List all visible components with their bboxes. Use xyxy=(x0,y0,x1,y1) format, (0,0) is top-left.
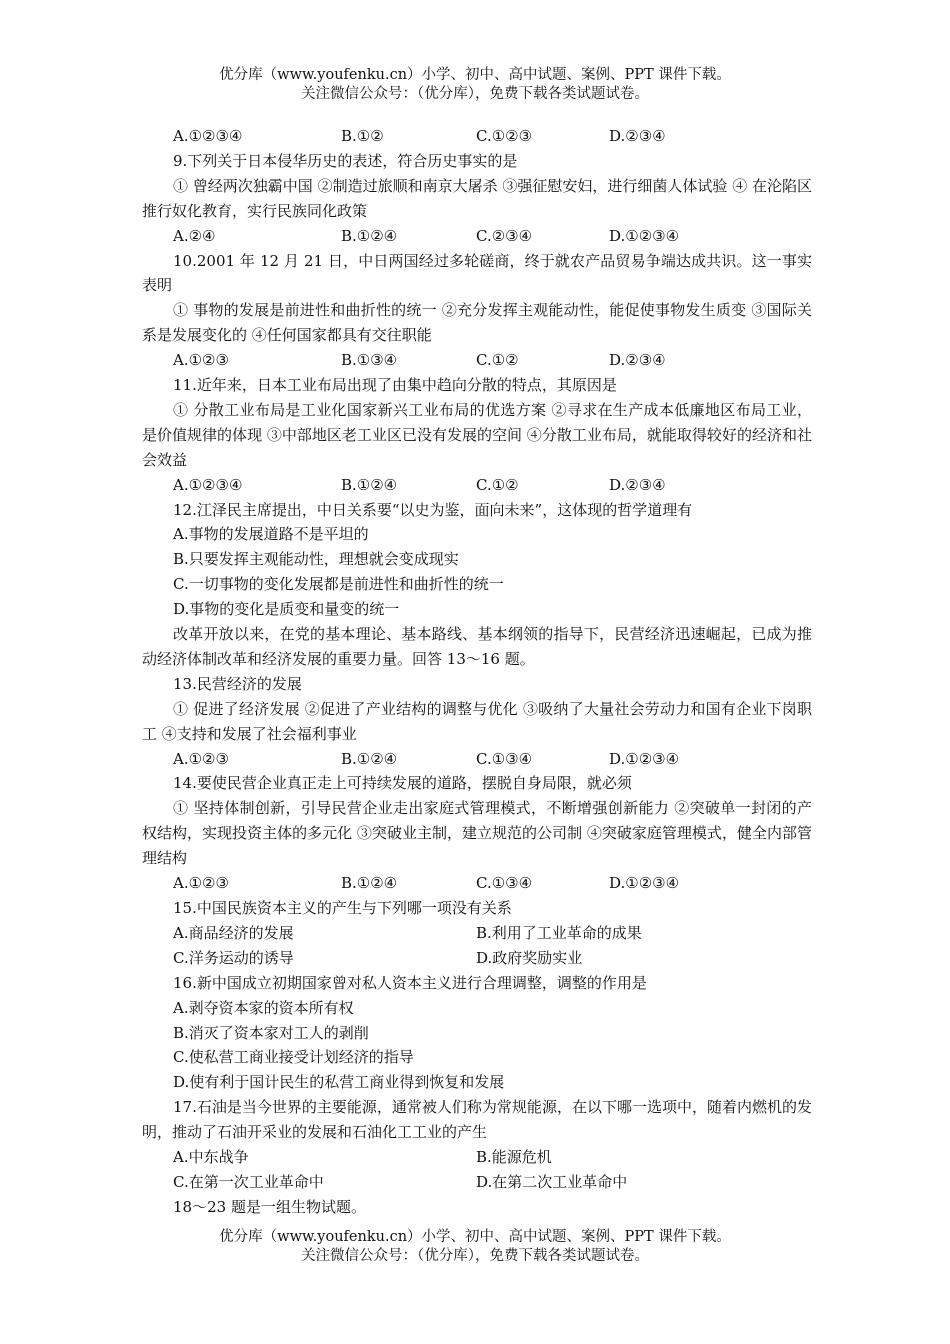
q9-option-c: C.②③④ xyxy=(476,226,533,245)
header-line-1: 优分库（www.youfenku.cn）小学、初中、高中试题、案例、PPT 课件下载。 xyxy=(219,67,731,83)
q17-option-a: A.中东战争 xyxy=(173,1148,249,1167)
q11-statements: ① 分散工业布局是工业化国家新兴工业布局的优选方案 ②寻求在生产成本低廉地区布局工业，是价值规律的体现 ③中部地区老工业区已没有发展的空间 ④分散工业布局，就能取得较好的经济和社会效益 xyxy=(142,400,812,469)
q13-statements: ① 促进了经济发展 ②促进了产业结构的调整与优化 ③吸纳了大量社会劳动力和国有企业下岗职工 ④支持和发展了社会福利事业 xyxy=(142,699,812,743)
page-footer xyxy=(0,1228,950,1266)
q11-options xyxy=(142,473,812,498)
q11-option-a: A.①②③④ xyxy=(173,475,243,494)
q15-option-a: A.商品经济的发展 xyxy=(173,923,294,942)
q14-option-a: A.①②③ xyxy=(173,874,229,893)
q10-options xyxy=(142,348,812,373)
q12-stem: 12.江泽民主席提出，中日关系要“以史为鉴，面向未来”，这体现的哲学道理有 xyxy=(173,500,693,519)
q14-stem: 14.要使民营企业真正走上可持续发展的道路，摆脱自身局限，就必须 xyxy=(173,774,632,793)
q17-options-row-1 xyxy=(142,1145,812,1170)
q9-options xyxy=(142,224,812,249)
q9-option-d: D.①②③④ xyxy=(609,226,680,245)
q13-option-d: D.①②③④ xyxy=(609,749,680,768)
q8-option-b: B.①② xyxy=(341,127,384,145)
q8-options xyxy=(142,124,812,149)
material-intro: 改革开放以来，在党的基本理论、基本路线、基本纲领的指导下，民营经济迅速崛起，已成为推动经济体制改革和经济发展的重要力量。回答 13～16 题。 xyxy=(142,625,812,668)
q15-option-d: D.政府奖励实业 xyxy=(476,948,583,967)
q15-options-row-2 xyxy=(142,946,812,971)
q13-option-b: B.①②④ xyxy=(341,749,398,768)
q14-option-d: D.①②③④ xyxy=(609,874,680,893)
q17-option-d: D.在第二次工业革命中 xyxy=(476,1172,628,1191)
q15-option-b: B.利用了工业革命的成果 xyxy=(476,923,642,942)
q11-option-b: B.①②④ xyxy=(341,475,398,494)
q13-option-a: A.①②③ xyxy=(173,749,229,768)
q17-options-row-2 xyxy=(142,1170,812,1195)
q14-option-b: B.①②④ xyxy=(341,874,398,893)
q13-options xyxy=(142,747,812,772)
page-header xyxy=(0,66,950,104)
q10-option-c: C.①② xyxy=(476,351,519,370)
q8-option-c: C.①②③ xyxy=(476,127,533,145)
q16-option-c: C.使私营工商业接受计划经济的指导 xyxy=(173,1048,414,1067)
q13-option-c: C.①③④ xyxy=(476,749,533,768)
q11-stem: 11.近年来，日本工业布局出现了由集中趋向分散的特点，其原因是 xyxy=(173,376,617,395)
q8-option-a: A.①②③④ xyxy=(173,127,243,145)
biology-section-note: 18～23 题是一组生物试题。 xyxy=(173,1197,366,1216)
q15-options-row-1 xyxy=(142,921,812,946)
q12-option-d: D.事物的变化是质变和量变的统一 xyxy=(173,600,400,619)
q9-option-b: B.①②④ xyxy=(341,226,398,245)
q16-option-b: B.消灭了资本家对工人的剥削 xyxy=(173,1023,369,1042)
q17-stem: 17.石油是当今世界的主要能源，通常被人们称为常规能源，在以下哪一选项中，随着内燃机的发明，推动了石油开采业的发展和石油化工工业的产生 xyxy=(142,1098,812,1142)
q10-stem: 10.2001 年 12 月 21 日，中日两国经过多轮磋商，终于就农产品贸易争端达成共识。这一事实表明 xyxy=(142,251,812,295)
q15-option-c: C.洋务运动的诱导 xyxy=(173,948,294,967)
q12-option-c: C.一切事物的变化发展都是前进性和曲折性的统一 xyxy=(173,575,504,594)
q10-option-a: A.①②③ xyxy=(173,351,229,370)
q14-options xyxy=(142,871,812,896)
q16-stem: 16.新中国成立初期国家曾对私人资本主义进行合理调整，调整的作用是 xyxy=(173,973,647,992)
q11-option-c: C.①② xyxy=(476,475,519,494)
q17-option-b: B.能源危机 xyxy=(476,1148,552,1167)
q9-stem: 9.下列关于日本侵华历史的表述，符合历史事实的是 xyxy=(173,151,518,170)
q9-statements: ① 曾经两次独霸中国 ②制造过旅顺和南京大屠杀 ③强征慰安妇，进行细菌人体试验 ④ 在沦陷区推行奴化教育，实行民族同化政策 xyxy=(142,176,812,220)
q16-option-d: D.使有利于国计民生的私营工商业得到恢复和发展 xyxy=(173,1073,505,1092)
document-body xyxy=(142,124,812,1220)
q15-stem: 15.中国民族资本主义的产生与下列哪一项没有关系 xyxy=(173,899,512,917)
q11-option-d: D.②③④ xyxy=(609,475,666,494)
q14-statements: ① 坚持体制创新，引导民营企业走出家庭式管理模式，不断增强创新能力 ②突破单一封闭的产权结构，实现投资主体的多元化 ③突破业主制，建立规范的公司制 ④突破家庭管理模式，健全内部管理结构 xyxy=(142,799,812,868)
q8-option-d: D.②③④ xyxy=(609,127,666,145)
q10-option-d: D.②③④ xyxy=(609,351,666,370)
q13-stem: 13.民营经济的发展 xyxy=(173,674,302,693)
header-line-2: 关注微信公众号：（优分库），免费下载各类试题试卷。 xyxy=(301,86,649,102)
q9-option-a: A.②④ xyxy=(173,226,216,245)
q12-option-b: B.只要发挥主观能动性，理想就会变成现实 xyxy=(173,550,459,569)
footer-line-1: 优分库（www.youfenku.cn）小学、初中、高中试题、案例、PPT 课件下载。 xyxy=(219,1229,731,1245)
q16-option-a: A.剥夺资本家的资本所有权 xyxy=(173,998,354,1017)
q17-option-c: C.在第一次工业革命中 xyxy=(173,1172,324,1191)
footer-line-2: 关注微信公众号：（优分库），免费下载各类试题试卷。 xyxy=(301,1248,649,1264)
q10-option-b: B.①③④ xyxy=(341,351,398,370)
q14-option-c: C.①③④ xyxy=(476,874,533,893)
q12-option-a: A.事物的发展道路不是平坦的 xyxy=(173,525,369,544)
q10-statements: ① 事物的发展是前进性和曲折性的统一 ②充分发挥主观能动性，能促使事物发生质变 ③国际关系是发展变化的 ④任何国家都具有交往职能 xyxy=(142,301,812,345)
